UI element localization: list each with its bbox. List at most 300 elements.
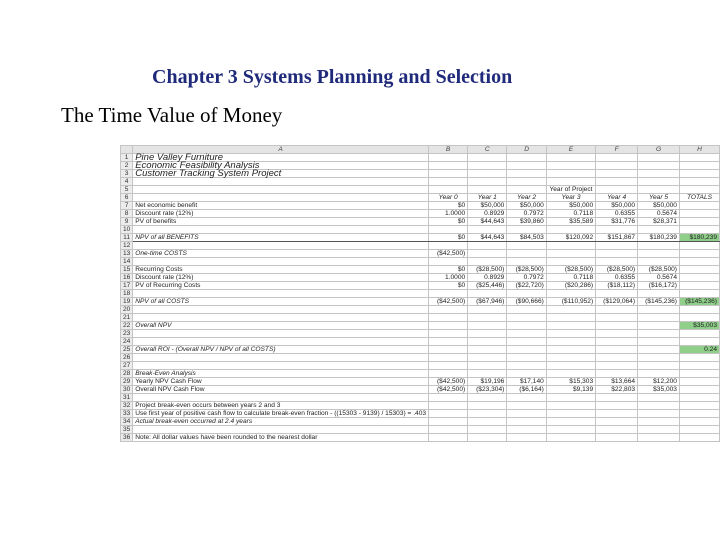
value-cell: 0.7118: [546, 274, 595, 282]
value-cell: ($22,720): [507, 282, 546, 290]
value-cell: [546, 354, 595, 362]
label-cell: Project break-even occurs between years 2 and 3: [133, 402, 429, 410]
value-cell: [429, 410, 468, 418]
row-number: 17: [121, 282, 133, 290]
value-cell: [507, 250, 546, 258]
value-cell: [679, 362, 719, 370]
value-cell: [507, 410, 546, 418]
row-number: 6: [121, 194, 133, 202]
value-cell: [679, 314, 719, 322]
column-header: B: [429, 146, 468, 154]
sheet-row: [121, 178, 720, 186]
column-header: H: [679, 146, 719, 154]
value-cell: $44,643: [468, 218, 507, 226]
sheet-row: [121, 394, 720, 402]
value-cell: Year 0: [429, 194, 468, 202]
value-cell: $17,140: [507, 378, 546, 386]
value-cell: [596, 402, 638, 410]
value-cell: [468, 306, 507, 314]
value-cell: $50,000: [546, 202, 595, 210]
row-number: 9: [121, 218, 133, 226]
value-cell: [546, 162, 595, 170]
value-cell: 0.8929: [468, 274, 507, 282]
value-cell: [468, 362, 507, 370]
value-cell: $50,000: [507, 202, 546, 210]
value-cell: [468, 186, 507, 194]
value-cell: [468, 162, 507, 170]
label-cell: [133, 338, 429, 346]
label-cell: [133, 330, 429, 338]
value-cell: [638, 346, 680, 354]
value-cell: [468, 242, 507, 250]
value-cell: [468, 402, 507, 410]
label-cell: Net economic benefit: [133, 202, 429, 210]
value-cell: ($16,172): [638, 282, 680, 290]
value-cell: [638, 226, 680, 234]
value-cell: [679, 258, 719, 266]
value-cell: [507, 426, 546, 434]
row-number: 13: [121, 250, 133, 258]
value-cell: [507, 162, 546, 170]
value-cell: [679, 402, 719, 410]
value-cell: $35,589: [546, 218, 595, 226]
value-cell: [429, 186, 468, 194]
row-number: 26: [121, 354, 133, 362]
value-cell: 1.0000: [429, 274, 468, 282]
value-cell: [638, 322, 680, 330]
value-cell: [638, 362, 680, 370]
value-cell: ($145,236): [679, 298, 719, 306]
value-cell: [546, 170, 595, 178]
value-cell: [429, 322, 468, 330]
label-cell: Overall ROI - (Overall NPV / NPV of all COSTS): [133, 346, 429, 354]
value-cell: [679, 394, 719, 402]
value-cell: [429, 338, 468, 346]
value-cell: [596, 370, 638, 378]
row-number: 11: [121, 234, 133, 242]
value-cell: [596, 346, 638, 354]
value-cell: ($20,286): [546, 282, 595, 290]
value-cell: [638, 426, 680, 434]
value-cell: [596, 162, 638, 170]
row-number: 7: [121, 202, 133, 210]
value-cell: [546, 410, 595, 418]
sheet-row: [121, 410, 720, 418]
label-cell: Overall NPV: [133, 322, 429, 330]
value-cell: Year of Project: [546, 186, 595, 194]
value-cell: ($42,500): [429, 250, 468, 258]
value-cell: [596, 410, 638, 418]
value-cell: [679, 386, 719, 394]
sheet-row: [121, 362, 720, 370]
value-cell: [679, 170, 719, 178]
value-cell: [679, 426, 719, 434]
value-cell: [429, 178, 468, 186]
value-cell: [546, 346, 595, 354]
row-number: 34: [121, 418, 133, 426]
value-cell: [638, 394, 680, 402]
value-cell: [596, 434, 638, 442]
sheet-row: [121, 322, 720, 330]
value-cell: [546, 226, 595, 234]
sheet-row: [121, 226, 720, 234]
value-cell: [679, 378, 719, 386]
label-cell: Note: All dollar values have been rounded to the nearest dollar: [133, 434, 429, 442]
value-cell: ($28,500): [638, 266, 680, 274]
value-cell: [679, 418, 719, 426]
row-number: 31: [121, 394, 133, 402]
value-cell: [638, 354, 680, 362]
value-cell: [468, 314, 507, 322]
value-cell: $9,139: [546, 386, 595, 394]
row-number: 3: [121, 170, 133, 178]
label-cell: [133, 354, 429, 362]
value-cell: [429, 258, 468, 266]
value-cell: [679, 210, 719, 218]
value-cell: [429, 370, 468, 378]
sheet-row: [121, 426, 720, 434]
sheet-row: [121, 346, 720, 354]
column-header: C: [468, 146, 507, 154]
value-cell: $0: [429, 266, 468, 274]
value-cell: [468, 426, 507, 434]
value-cell: [638, 330, 680, 338]
label-cell: [133, 178, 429, 186]
value-cell: $35,003: [679, 322, 719, 330]
value-cell: [468, 258, 507, 266]
row-number: 20: [121, 306, 133, 314]
value-cell: [507, 226, 546, 234]
label-cell: NPV of all COSTS: [133, 298, 429, 306]
value-cell: [429, 162, 468, 170]
value-cell: [507, 178, 546, 186]
value-cell: [546, 402, 595, 410]
value-cell: $151,867: [596, 234, 638, 242]
value-cell: [679, 330, 719, 338]
value-cell: [596, 314, 638, 322]
value-cell: [429, 418, 468, 426]
value-cell: [546, 154, 595, 162]
value-cell: [638, 314, 680, 322]
value-cell: [679, 186, 719, 194]
row-number: 4: [121, 178, 133, 186]
value-cell: $84,503: [507, 234, 546, 242]
value-cell: [546, 370, 595, 378]
value-cell: [507, 346, 546, 354]
value-cell: $120,092: [546, 234, 595, 242]
value-cell: $0: [429, 234, 468, 242]
value-cell: [546, 322, 595, 330]
value-cell: [679, 218, 719, 226]
value-cell: [596, 362, 638, 370]
value-cell: ($42,500): [429, 386, 468, 394]
value-cell: [507, 354, 546, 362]
value-cell: Year 2: [507, 194, 546, 202]
label-cell: [133, 290, 429, 298]
value-cell: [507, 394, 546, 402]
chapter-title: Chapter 3 Systems Planning and Selection: [152, 66, 513, 88]
value-cell: [679, 250, 719, 258]
value-cell: [429, 226, 468, 234]
value-cell: ($28,500): [468, 266, 507, 274]
label-cell: [133, 362, 429, 370]
value-cell: [546, 330, 595, 338]
value-cell: $39,860: [507, 218, 546, 226]
label-cell: [133, 306, 429, 314]
value-cell: ($90,666): [507, 298, 546, 306]
value-cell: [507, 338, 546, 346]
value-cell: [429, 314, 468, 322]
value-cell: [429, 362, 468, 370]
value-cell: [638, 402, 680, 410]
label-cell: [133, 226, 429, 234]
value-cell: [429, 346, 468, 354]
value-cell: [468, 338, 507, 346]
sheet-row: [121, 274, 720, 282]
value-cell: [679, 434, 719, 442]
label-cell: [133, 258, 429, 266]
value-cell: [596, 226, 638, 234]
value-cell: [429, 306, 468, 314]
value-cell: [429, 434, 468, 442]
label-cell: Use first year of positive cash flow to calculate break-even fraction - ((15303 - 9139) / 15303) = .403: [133, 410, 429, 418]
row-number: 32: [121, 402, 133, 410]
value-cell: [638, 170, 680, 178]
value-cell: [468, 394, 507, 402]
value-cell: $12,200: [638, 378, 680, 386]
value-cell: [546, 258, 595, 266]
label-cell: Economic Feasibility Analysis: [133, 162, 429, 170]
sheet-row: [121, 314, 720, 322]
value-cell: $15,303: [546, 378, 595, 386]
value-cell: [546, 306, 595, 314]
spreadsheet-table: [120, 145, 720, 442]
row-number: 18: [121, 290, 133, 298]
value-cell: ($28,500): [596, 266, 638, 274]
value-cell: [429, 170, 468, 178]
value-cell: [468, 170, 507, 178]
value-cell: [468, 410, 507, 418]
value-cell: [468, 226, 507, 234]
value-cell: [638, 370, 680, 378]
value-cell: [507, 154, 546, 162]
value-cell: ($67,946): [468, 298, 507, 306]
value-cell: [507, 306, 546, 314]
value-cell: [429, 426, 468, 434]
row-number: 25: [121, 346, 133, 354]
value-cell: [596, 426, 638, 434]
value-cell: [638, 338, 680, 346]
value-cell: $50,000: [596, 202, 638, 210]
row-number: 33: [121, 410, 133, 418]
value-cell: [468, 354, 507, 362]
row-number: 10: [121, 226, 133, 234]
value-cell: [679, 202, 719, 210]
value-cell: [546, 434, 595, 442]
column-header: D: [507, 146, 546, 154]
row-number: 23: [121, 330, 133, 338]
value-cell: [638, 154, 680, 162]
value-cell: [679, 154, 719, 162]
value-cell: [507, 322, 546, 330]
sheet-row: [121, 378, 720, 386]
value-cell: [429, 394, 468, 402]
value-cell: ($42,500): [429, 298, 468, 306]
value-cell: 1.0000: [429, 210, 468, 218]
column-header: E: [546, 146, 595, 154]
label-cell: [133, 394, 429, 402]
value-cell: [546, 290, 595, 298]
value-cell: [596, 170, 638, 178]
value-cell: 0.24: [679, 346, 719, 354]
value-cell: $50,000: [638, 202, 680, 210]
row-number: 1: [121, 154, 133, 162]
value-cell: [679, 162, 719, 170]
row-number: 12: [121, 242, 133, 250]
row-number: 2: [121, 162, 133, 170]
row-number: 36: [121, 434, 133, 442]
label-cell: Pine Valley Furniture: [133, 154, 429, 162]
value-cell: 0.7972: [507, 274, 546, 282]
sheet-row: [121, 186, 720, 194]
value-cell: $19,196: [468, 378, 507, 386]
sheet-row: [121, 338, 720, 346]
value-cell: [638, 290, 680, 298]
value-cell: [429, 402, 468, 410]
value-cell: [596, 338, 638, 346]
value-cell: ($6,164): [507, 386, 546, 394]
value-cell: [638, 250, 680, 258]
value-cell: 0.8929: [468, 210, 507, 218]
value-cell: [507, 418, 546, 426]
value-cell: $180,239: [679, 234, 719, 242]
value-cell: ($18,112): [596, 282, 638, 290]
row-number: 5: [121, 186, 133, 194]
label-cell: [133, 194, 429, 202]
label-cell: Actual break-even occurred at 2.4 years: [133, 418, 429, 426]
row-number: 27: [121, 362, 133, 370]
value-cell: [679, 290, 719, 298]
value-cell: [429, 354, 468, 362]
value-cell: [507, 402, 546, 410]
value-cell: [638, 178, 680, 186]
value-cell: [679, 338, 719, 346]
sheet-row: [121, 386, 720, 394]
value-cell: 0.5674: [638, 210, 680, 218]
value-cell: [679, 370, 719, 378]
label-cell: Overall NPV Cash Flow: [133, 386, 429, 394]
value-cell: [596, 258, 638, 266]
sheet-row: [121, 218, 720, 226]
value-cell: 0.6355: [596, 274, 638, 282]
value-cell: [507, 258, 546, 266]
value-cell: [596, 178, 638, 186]
value-cell: [546, 338, 595, 346]
corner-cell: [121, 146, 133, 154]
value-cell: [596, 418, 638, 426]
value-cell: $0: [429, 202, 468, 210]
value-cell: ($28,500): [546, 266, 595, 274]
sheet-row: [121, 202, 720, 210]
value-cell: [546, 250, 595, 258]
value-cell: [468, 418, 507, 426]
sheet-row: [121, 234, 720, 242]
label-cell: Discount rate (12%): [133, 274, 429, 282]
value-cell: [596, 250, 638, 258]
value-cell: [546, 362, 595, 370]
label-cell: [133, 426, 429, 434]
value-cell: [638, 418, 680, 426]
value-cell: $0: [429, 282, 468, 290]
value-cell: [679, 226, 719, 234]
value-cell: [638, 242, 680, 250]
value-cell: Year 1: [468, 194, 507, 202]
column-header: A: [133, 146, 429, 154]
value-cell: $35,003: [638, 386, 680, 394]
value-cell: [468, 178, 507, 186]
value-cell: TOTALS: [679, 194, 719, 202]
value-cell: [429, 242, 468, 250]
value-cell: [546, 418, 595, 426]
value-cell: [468, 346, 507, 354]
slide-subtitle: The Time Value of Money: [61, 103, 283, 127]
value-cell: $22,803: [596, 386, 638, 394]
row-number: 19: [121, 298, 133, 306]
value-cell: [507, 370, 546, 378]
column-header: F: [596, 146, 638, 154]
value-cell: ($28,500): [507, 266, 546, 274]
value-cell: [596, 330, 638, 338]
value-cell: [429, 290, 468, 298]
sheet-row: [121, 418, 720, 426]
row-number: 16: [121, 274, 133, 282]
value-cell: [507, 186, 546, 194]
label-cell: NPV of all BENEFITS: [133, 234, 429, 242]
value-cell: $28,371: [638, 218, 680, 226]
value-cell: [507, 434, 546, 442]
row-number: 14: [121, 258, 133, 266]
label-cell: Customer Tracking System Project: [133, 170, 429, 178]
sheet-row: [121, 258, 720, 266]
value-cell: Year 5: [638, 194, 680, 202]
label-cell: [133, 242, 429, 250]
value-cell: ($23,304): [468, 386, 507, 394]
value-cell: [468, 370, 507, 378]
value-cell: 0.7118: [546, 210, 595, 218]
label-cell: [133, 186, 429, 194]
sheet-row: [121, 210, 720, 218]
value-cell: [468, 290, 507, 298]
value-cell: [507, 290, 546, 298]
value-cell: [679, 266, 719, 274]
value-cell: [638, 434, 680, 442]
value-cell: [546, 178, 595, 186]
row-number: 28: [121, 370, 133, 378]
value-cell: [679, 354, 719, 362]
value-cell: $0: [429, 218, 468, 226]
value-cell: ($145,236): [638, 298, 680, 306]
value-cell: [468, 322, 507, 330]
sheet-row: [121, 330, 720, 338]
value-cell: [679, 274, 719, 282]
sheet-row: [121, 170, 720, 178]
value-cell: [429, 330, 468, 338]
sheet-row: [121, 282, 720, 290]
value-cell: [679, 306, 719, 314]
label-cell: Recurring Costs: [133, 266, 429, 274]
sheet-row: [121, 402, 720, 410]
value-cell: [596, 154, 638, 162]
